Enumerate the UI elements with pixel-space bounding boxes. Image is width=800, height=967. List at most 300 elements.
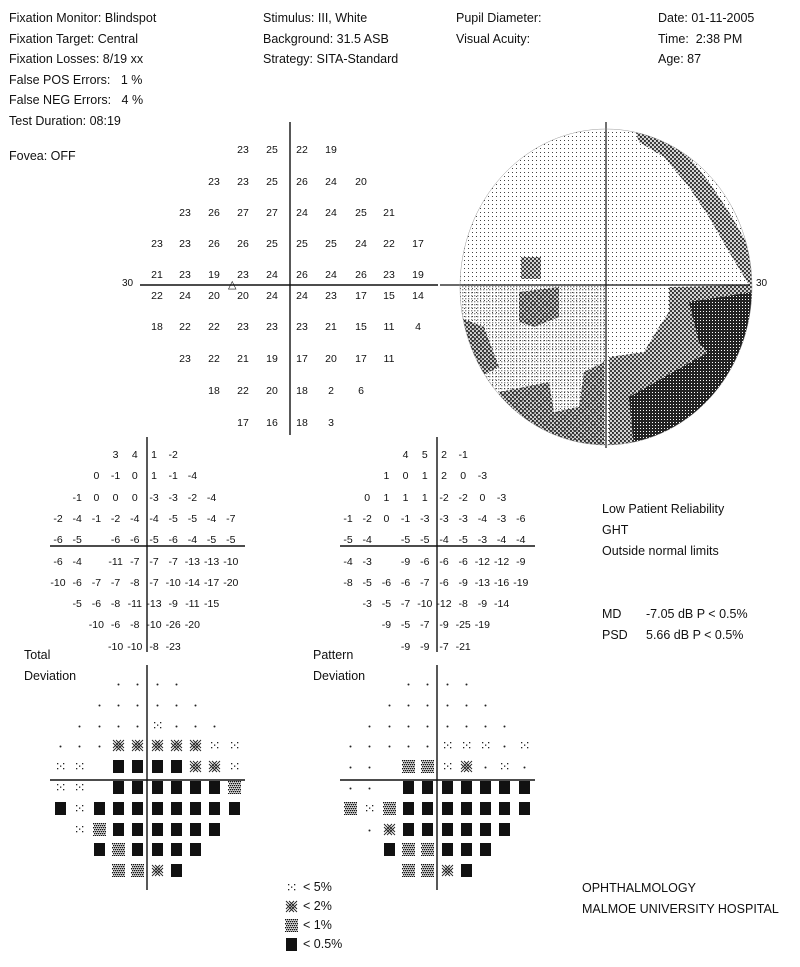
- total-deviation-value: -20: [184, 619, 200, 632]
- td-prob-dot-icon: [170, 719, 183, 732]
- pd-prob-dot-icon: [344, 760, 357, 773]
- threshold-value: 26: [208, 238, 220, 250]
- threshold-value: 18: [208, 385, 220, 397]
- td-prob-p05-icon: [112, 802, 125, 815]
- td-prob-p5-icon: [151, 719, 164, 732]
- legend-label: < 5%: [303, 880, 332, 894]
- td-prob-p5-icon: [73, 760, 86, 773]
- pattern-deviation-value: -9: [420, 640, 430, 653]
- td-prob-p2-icon: [112, 739, 125, 752]
- total-deviation-value: -4: [206, 491, 217, 504]
- total-deviation-value: -13: [146, 598, 162, 611]
- pattern-deviation-value: -3: [477, 470, 488, 483]
- pattern-deviation-value: -4: [496, 534, 507, 547]
- pd-prob-p1-icon: [402, 760, 415, 773]
- threshold-value: 17: [237, 417, 249, 429]
- threshold-value: 24: [325, 269, 337, 281]
- pattern-deviation-value: -12: [494, 555, 510, 568]
- threshold-value: 25: [325, 238, 337, 250]
- td-prob-p05-icon: [228, 802, 241, 815]
- pattern-deviation-value: 4: [402, 449, 409, 461]
- pd-prob-dot-icon: [344, 739, 357, 752]
- threshold-value: 24: [296, 290, 308, 302]
- threshold-value: 26: [296, 269, 308, 281]
- grayscale-plot: [459, 127, 753, 447]
- md-value: -7.05 dB P < 0.5%: [646, 607, 748, 621]
- total-deviation-value: -2: [187, 491, 198, 504]
- td-prob-p1-icon: [112, 864, 125, 877]
- pattern-deviation-value: -12: [436, 598, 452, 611]
- total-deviation-value: -15: [204, 598, 220, 611]
- threshold-value: 23: [179, 353, 191, 365]
- td-prob-p05-icon: [189, 843, 202, 856]
- td-prob-p2-icon: [151, 864, 164, 877]
- threshold-value: 26: [296, 176, 308, 188]
- pattern-deviation-value: -3: [458, 512, 468, 525]
- total-deviation-label: [24, 645, 76, 687]
- legend-p05-icon: [285, 938, 298, 951]
- td-prob-p05-icon: [54, 802, 67, 815]
- pattern-deviation-value: -8: [343, 576, 353, 589]
- pd-prob-p1-icon: [402, 843, 415, 856]
- pd-prob-dot-icon: [479, 719, 492, 732]
- total-deviation-value: -8: [110, 598, 121, 611]
- pd-prob-dot-icon: [363, 760, 376, 773]
- total-deviation-value: 0: [112, 491, 119, 504]
- pd-prob-p05-icon: [498, 781, 511, 794]
- threshold-value: 23: [208, 176, 220, 188]
- threshold-value: 20: [237, 290, 249, 302]
- total-deviation-value: -1: [72, 491, 82, 504]
- pattern-deviation-value: 1: [421, 491, 428, 504]
- pd-prob-p05-icon: [441, 802, 454, 815]
- pd-prob-p2-icon: [460, 760, 473, 773]
- pd-prob-dot-icon: [344, 781, 357, 794]
- td-prob-p05-icon: [208, 823, 221, 836]
- td-prob-p2-icon: [208, 760, 221, 773]
- md-label: MD: [602, 607, 622, 621]
- threshold-value: 23: [179, 238, 191, 250]
- pd-prob-p05-icon: [498, 802, 511, 815]
- pd-prob-p05-icon: [460, 843, 473, 856]
- td-prob-dot-icon: [170, 698, 183, 711]
- total-deviation-value: -6: [53, 555, 63, 568]
- probability-legend: [285, 878, 342, 954]
- total-deviation-value: -26: [165, 619, 181, 632]
- threshold-value: 24: [325, 207, 337, 219]
- psd-label: PSD: [602, 628, 628, 642]
- td-prob-p05-icon: [151, 760, 164, 773]
- td-prob-dot-icon: [73, 739, 86, 752]
- threshold-value: 20: [266, 385, 278, 397]
- total-deviation-value: -7: [130, 555, 140, 568]
- pd-prob-dot-icon: [421, 698, 434, 711]
- threshold-value: 17: [412, 238, 424, 250]
- legend-label: < 2%: [303, 899, 332, 913]
- ght-result: Outside normal limits: [602, 544, 719, 558]
- pattern-deviation-value: -3: [420, 512, 430, 525]
- pattern-deviation-value: 0: [479, 491, 486, 504]
- threshold-value: 19: [412, 269, 424, 281]
- pd-prob-p05-icon: [498, 823, 511, 836]
- pd-prob-p05-icon: [402, 781, 415, 794]
- institution: [582, 878, 779, 920]
- total-deviation-value: -10: [127, 640, 143, 653]
- td-prob-p05-icon: [131, 781, 144, 794]
- pattern-deviation-value: -1: [343, 512, 353, 525]
- pattern-deviation-value: -7: [420, 576, 430, 589]
- pd-prob-dot-icon: [402, 719, 415, 732]
- pattern-deviation-value: -6: [516, 512, 526, 525]
- pd-prob-p05-icon: [479, 823, 492, 836]
- axis-label-30-right: 30: [756, 278, 768, 289]
- pattern-deviation-value: 0: [383, 512, 390, 525]
- false-neg-errors: False NEG Errors: 4 %: [9, 93, 144, 107]
- pattern-deviation-value: -13: [474, 576, 490, 589]
- total-deviation-value: -7: [91, 576, 102, 589]
- threshold-value: 16: [266, 417, 278, 429]
- threshold-value: 27: [237, 207, 249, 219]
- total-deviation-value: -11: [127, 598, 142, 611]
- td-prob-dot-icon: [189, 698, 202, 711]
- total-deviation-value: -6: [110, 534, 121, 547]
- td-prob-p05-icon: [170, 864, 183, 877]
- td-prob-p05-icon: [93, 843, 106, 856]
- td-prob-p05-icon: [170, 760, 183, 773]
- total-deviation-label-line1: Total: [24, 648, 51, 662]
- pattern-deviation-value: -3: [439, 512, 449, 525]
- pd-prob-p05-icon: [518, 781, 531, 794]
- pd-prob-dot-icon: [460, 719, 473, 732]
- threshold-value: 18: [296, 385, 308, 397]
- total-deviation-value: -8: [130, 576, 140, 589]
- pattern-deviation-value: 1: [383, 470, 390, 483]
- total-deviation-value: 4: [131, 449, 138, 461]
- threshold-value: 22: [237, 385, 249, 397]
- td-prob-p05-icon: [189, 823, 202, 836]
- pd-prob-p1-icon: [344, 802, 357, 815]
- pd-prob-dot-icon: [383, 739, 396, 752]
- pattern-deviation-value: -12: [474, 555, 490, 568]
- visual-acuity: Visual Acuity:: [456, 31, 531, 46]
- pd-prob-p05-icon: [402, 802, 415, 815]
- td-prob-p05-icon: [112, 781, 125, 794]
- legend-label: < 1%: [303, 918, 332, 932]
- pd-prob-dot-icon: [460, 677, 473, 690]
- pattern-deviation-value: 0: [460, 470, 467, 483]
- total-deviation-value: -11: [108, 555, 123, 568]
- threshold-value: 25: [266, 176, 278, 188]
- td-prob-p5-icon: [228, 760, 241, 773]
- threshold-value: 20: [208, 290, 220, 302]
- test-time: Time: 2:38 PM: [658, 31, 743, 46]
- total-deviation-value: -1: [91, 512, 102, 525]
- td-prob-p05-icon: [131, 760, 144, 773]
- pd-prob-p05-icon: [441, 843, 454, 856]
- td-prob-p2-icon: [131, 739, 144, 752]
- td-prob-dot-icon: [93, 719, 106, 732]
- threshold-value: 4: [415, 321, 421, 333]
- pd-prob-p1-icon: [402, 864, 415, 877]
- pattern-deviation-value: -8: [458, 598, 468, 611]
- pd-prob-dot-icon: [421, 719, 434, 732]
- grayscale-map: [459, 127, 753, 447]
- pd-prob-p05-icon: [479, 802, 492, 815]
- threshold-value: 21: [383, 207, 395, 219]
- pattern-deviation-value: 0: [364, 491, 371, 504]
- pattern-deviation-label: [313, 645, 365, 687]
- pattern-deviation-value: 1: [383, 491, 390, 504]
- pattern-deviation-value: -4: [343, 555, 353, 568]
- total-deviation-value: -9: [168, 598, 178, 611]
- pd-prob-dot-icon: [383, 698, 396, 711]
- legend-p2-icon: [285, 900, 298, 913]
- threshold-value: 24: [266, 290, 278, 302]
- pd-prob-dot-icon: [402, 677, 415, 690]
- pattern-deviation-label-line1: Pattern: [313, 648, 354, 662]
- pd-prob-p5-icon: [498, 760, 511, 773]
- td-prob-dot-icon: [208, 719, 221, 732]
- td-prob-p05-icon: [170, 802, 183, 815]
- pattern-deviation-value: -9: [400, 555, 411, 568]
- pd-prob-dot-icon: [402, 739, 415, 752]
- pd-prob-p05-icon: [383, 843, 396, 856]
- pattern-deviation-value: 1: [402, 491, 409, 504]
- pd-prob-p05-icon: [421, 781, 434, 794]
- total-deviation-value: -6: [130, 534, 140, 547]
- total-deviation-value: -10: [146, 619, 162, 632]
- test-date: Date: 01-11-2005: [658, 11, 755, 25]
- td-prob-dot-icon: [73, 719, 86, 732]
- threshold-value: 17: [355, 290, 367, 302]
- pattern-deviation-value: -5: [381, 598, 392, 611]
- total-deviation-value: -5: [226, 534, 236, 547]
- td-prob-p5-icon: [228, 739, 241, 752]
- td-prob-p2-icon: [189, 739, 202, 752]
- total-deviation-value: -8: [149, 640, 159, 653]
- pd-prob-p5-icon: [479, 739, 492, 752]
- threshold-value: 3: [328, 417, 334, 429]
- total-deviation-value: -5: [168, 512, 178, 525]
- pattern-deviation-value: -9: [477, 598, 488, 611]
- td-prob-p05-icon: [170, 823, 183, 836]
- td-prob-p1-icon: [228, 781, 241, 794]
- ght-label: GHT: [602, 523, 629, 537]
- pattern-deviation-value: -4: [516, 534, 526, 547]
- fixation-target: Fixation Target: Central: [9, 31, 138, 46]
- pd-prob-dot-icon: [363, 739, 376, 752]
- patient-age: Age: 87: [658, 52, 702, 66]
- pattern-deviation-value: -1: [400, 512, 411, 525]
- threshold-value: 23: [151, 238, 163, 250]
- threshold-value: 27: [266, 207, 278, 219]
- threshold-value: 2: [328, 385, 334, 397]
- pd-prob-p05-icon: [441, 823, 454, 836]
- td-prob-dot-icon: [131, 698, 144, 711]
- threshold-value: 23: [237, 144, 249, 156]
- fixation-losses: Fixation Losses: 8/19 xx: [9, 52, 144, 66]
- pattern-deviation-value: -5: [343, 534, 353, 547]
- td-prob-dot-icon: [112, 698, 125, 711]
- pattern-deviation-label-line2: Deviation: [313, 669, 366, 683]
- td-prob-p2-icon: [170, 739, 183, 752]
- pd-prob-p1-icon: [421, 760, 434, 773]
- legend-label: < 0.5%: [303, 937, 343, 951]
- threshold-value: 24: [179, 290, 191, 302]
- threshold-value: 17: [355, 353, 367, 365]
- hospital-name: MALMOE UNIVERSITY HOSPITAL: [582, 902, 779, 916]
- pattern-deviation-value: -7: [439, 640, 449, 653]
- fovea-status: Fovea: OFF: [9, 149, 76, 163]
- pd-prob-p05-icon: [421, 802, 434, 815]
- pd-prob-p2-icon: [383, 823, 396, 836]
- td-prob-p05-icon: [131, 823, 144, 836]
- false-pos-errors: False POS Errors: 1 %: [9, 72, 143, 87]
- pattern-deviation-value: -25: [455, 619, 471, 632]
- td-prob-p5-icon: [73, 802, 86, 815]
- total-deviation-value: -7: [168, 555, 178, 568]
- pattern-deviation-value: -10: [417, 598, 433, 611]
- threshold-value: 25: [355, 207, 367, 219]
- threshold-value: 21: [325, 321, 337, 333]
- threshold-value: 19: [325, 144, 337, 156]
- total-deviation-value: -7: [149, 555, 159, 568]
- pattern-deviation-value: -9: [516, 555, 526, 568]
- td-prob-p1-icon: [131, 864, 144, 877]
- pd-prob-p1-icon: [383, 802, 396, 815]
- total-deviation-value: -3: [149, 491, 159, 504]
- td-prob-p05-icon: [151, 843, 164, 856]
- pd-prob-dot-icon: [363, 719, 376, 732]
- total-deviation-value: -4: [187, 470, 198, 483]
- td-prob-dot-icon: [189, 719, 202, 732]
- pd-prob-dot-icon: [479, 698, 492, 711]
- total-deviation-value: 0: [93, 470, 100, 483]
- pattern-deviation-value: 2: [441, 449, 447, 461]
- legend-item: [285, 878, 342, 897]
- threshold-value: 15: [355, 321, 367, 333]
- pattern-deviation-value: -5: [458, 534, 468, 547]
- total-deviation-value: -4: [206, 512, 217, 525]
- pd-prob-p05-icon: [460, 781, 473, 794]
- pattern-deviation-value: -6: [439, 576, 449, 589]
- department: OPHTHALMOLOGY: [582, 881, 696, 895]
- threshold-value: 18: [296, 417, 308, 429]
- pd-prob-dot-icon: [460, 698, 473, 711]
- pd-prob-p5-icon: [460, 739, 473, 752]
- td-prob-p05-icon: [131, 843, 144, 856]
- td-prob-p05-icon: [131, 802, 144, 815]
- td-prob-dot-icon: [131, 719, 144, 732]
- pattern-deviation-value: -4: [362, 534, 372, 547]
- pd-prob-p1-icon: [421, 843, 434, 856]
- pd-prob-p05-icon: [402, 823, 415, 836]
- pattern-deviation-value: 5: [421, 449, 428, 461]
- strategy: Strategy: SITA-Standard: [263, 52, 399, 66]
- pattern-deviation-value: -3: [362, 555, 372, 568]
- total-deviation-value: -10: [165, 576, 181, 589]
- td-prob-dot-icon: [170, 677, 183, 690]
- td-prob-dot-icon: [93, 698, 106, 711]
- pd-prob-dot-icon: [479, 760, 492, 773]
- threshold-value: 6: [358, 385, 364, 397]
- test-duration: Test Duration: 08:19: [9, 113, 121, 128]
- td-prob-dot-icon: [151, 698, 164, 711]
- pd-prob-dot-icon: [441, 698, 454, 711]
- td-prob-p1-icon: [112, 843, 125, 856]
- td-prob-p05-icon: [112, 760, 125, 773]
- pattern-deviation-value: -5: [400, 619, 411, 632]
- pd-prob-p5-icon: [363, 802, 376, 815]
- pd-prob-p05-icon: [518, 802, 531, 815]
- pattern-deviation-value: -9: [400, 640, 411, 653]
- threshold-value: 22: [208, 321, 220, 333]
- pd-prob-dot-icon: [402, 698, 415, 711]
- td-prob-p05-icon: [170, 781, 183, 794]
- threshold-value: 25: [296, 238, 308, 250]
- pd-prob-dot-icon: [518, 760, 531, 773]
- td-prob-p05-icon: [93, 802, 106, 815]
- legend-item: [285, 916, 342, 935]
- threshold-value: 22: [383, 238, 395, 250]
- td-prob-p05-icon: [170, 843, 183, 856]
- td-prob-p5-icon: [54, 760, 67, 773]
- td-prob-dot-icon: [131, 677, 144, 690]
- threshold-value: 25: [266, 144, 278, 156]
- td-prob-p05-icon: [208, 802, 221, 815]
- threshold-value: 19: [266, 353, 278, 365]
- pd-prob-p05-icon: [441, 781, 454, 794]
- threshold-value: 26: [237, 238, 249, 250]
- pattern-deviation-value: -3: [496, 512, 507, 525]
- total-deviation-value: -5: [206, 534, 217, 547]
- td-prob-p5-icon: [54, 781, 67, 794]
- blindspot-marker-icon: △: [228, 279, 237, 291]
- pattern-deviation-value: -19: [474, 619, 490, 632]
- pd-prob-p05-icon: [460, 823, 473, 836]
- pattern-deviation-value: -16: [494, 576, 510, 589]
- total-deviation-value: -11: [185, 598, 200, 611]
- total-deviation-value: -7: [149, 576, 159, 589]
- pd-prob-p05-icon: [460, 802, 473, 815]
- total-deviation-value: -8: [130, 619, 140, 632]
- pattern-deviation-value: -9: [458, 576, 468, 589]
- threshold-value: 23: [325, 290, 337, 302]
- threshold-value: 23: [383, 269, 395, 281]
- total-deviation-value: -6: [53, 534, 63, 547]
- total-deviation-value: -17: [204, 576, 220, 589]
- threshold-value: 19: [208, 269, 220, 281]
- total-deviation-value: 0: [131, 491, 138, 504]
- stimulus: Stimulus: III, White: [263, 11, 368, 25]
- threshold-value: 11: [383, 353, 395, 365]
- threshold-value: 25: [266, 238, 278, 250]
- total-deviation-value: -3: [168, 491, 178, 504]
- pattern-deviation-value: -5: [400, 534, 411, 547]
- total-deviation-value: -5: [187, 512, 198, 525]
- pd-prob-dot-icon: [441, 677, 454, 690]
- pattern-deviation-value: -21: [455, 640, 471, 653]
- td-prob-p1-icon: [93, 823, 106, 836]
- threshold-value: 17: [296, 353, 308, 365]
- td-prob-p05-icon: [151, 802, 164, 815]
- pd-prob-dot-icon: [421, 677, 434, 690]
- pattern-deviation-value: -6: [420, 555, 430, 568]
- global-indices: [602, 604, 748, 646]
- td-prob-p5-icon: [73, 781, 86, 794]
- pattern-deviation-value: -2: [439, 491, 449, 504]
- pattern-deviation-value: -3: [477, 534, 488, 547]
